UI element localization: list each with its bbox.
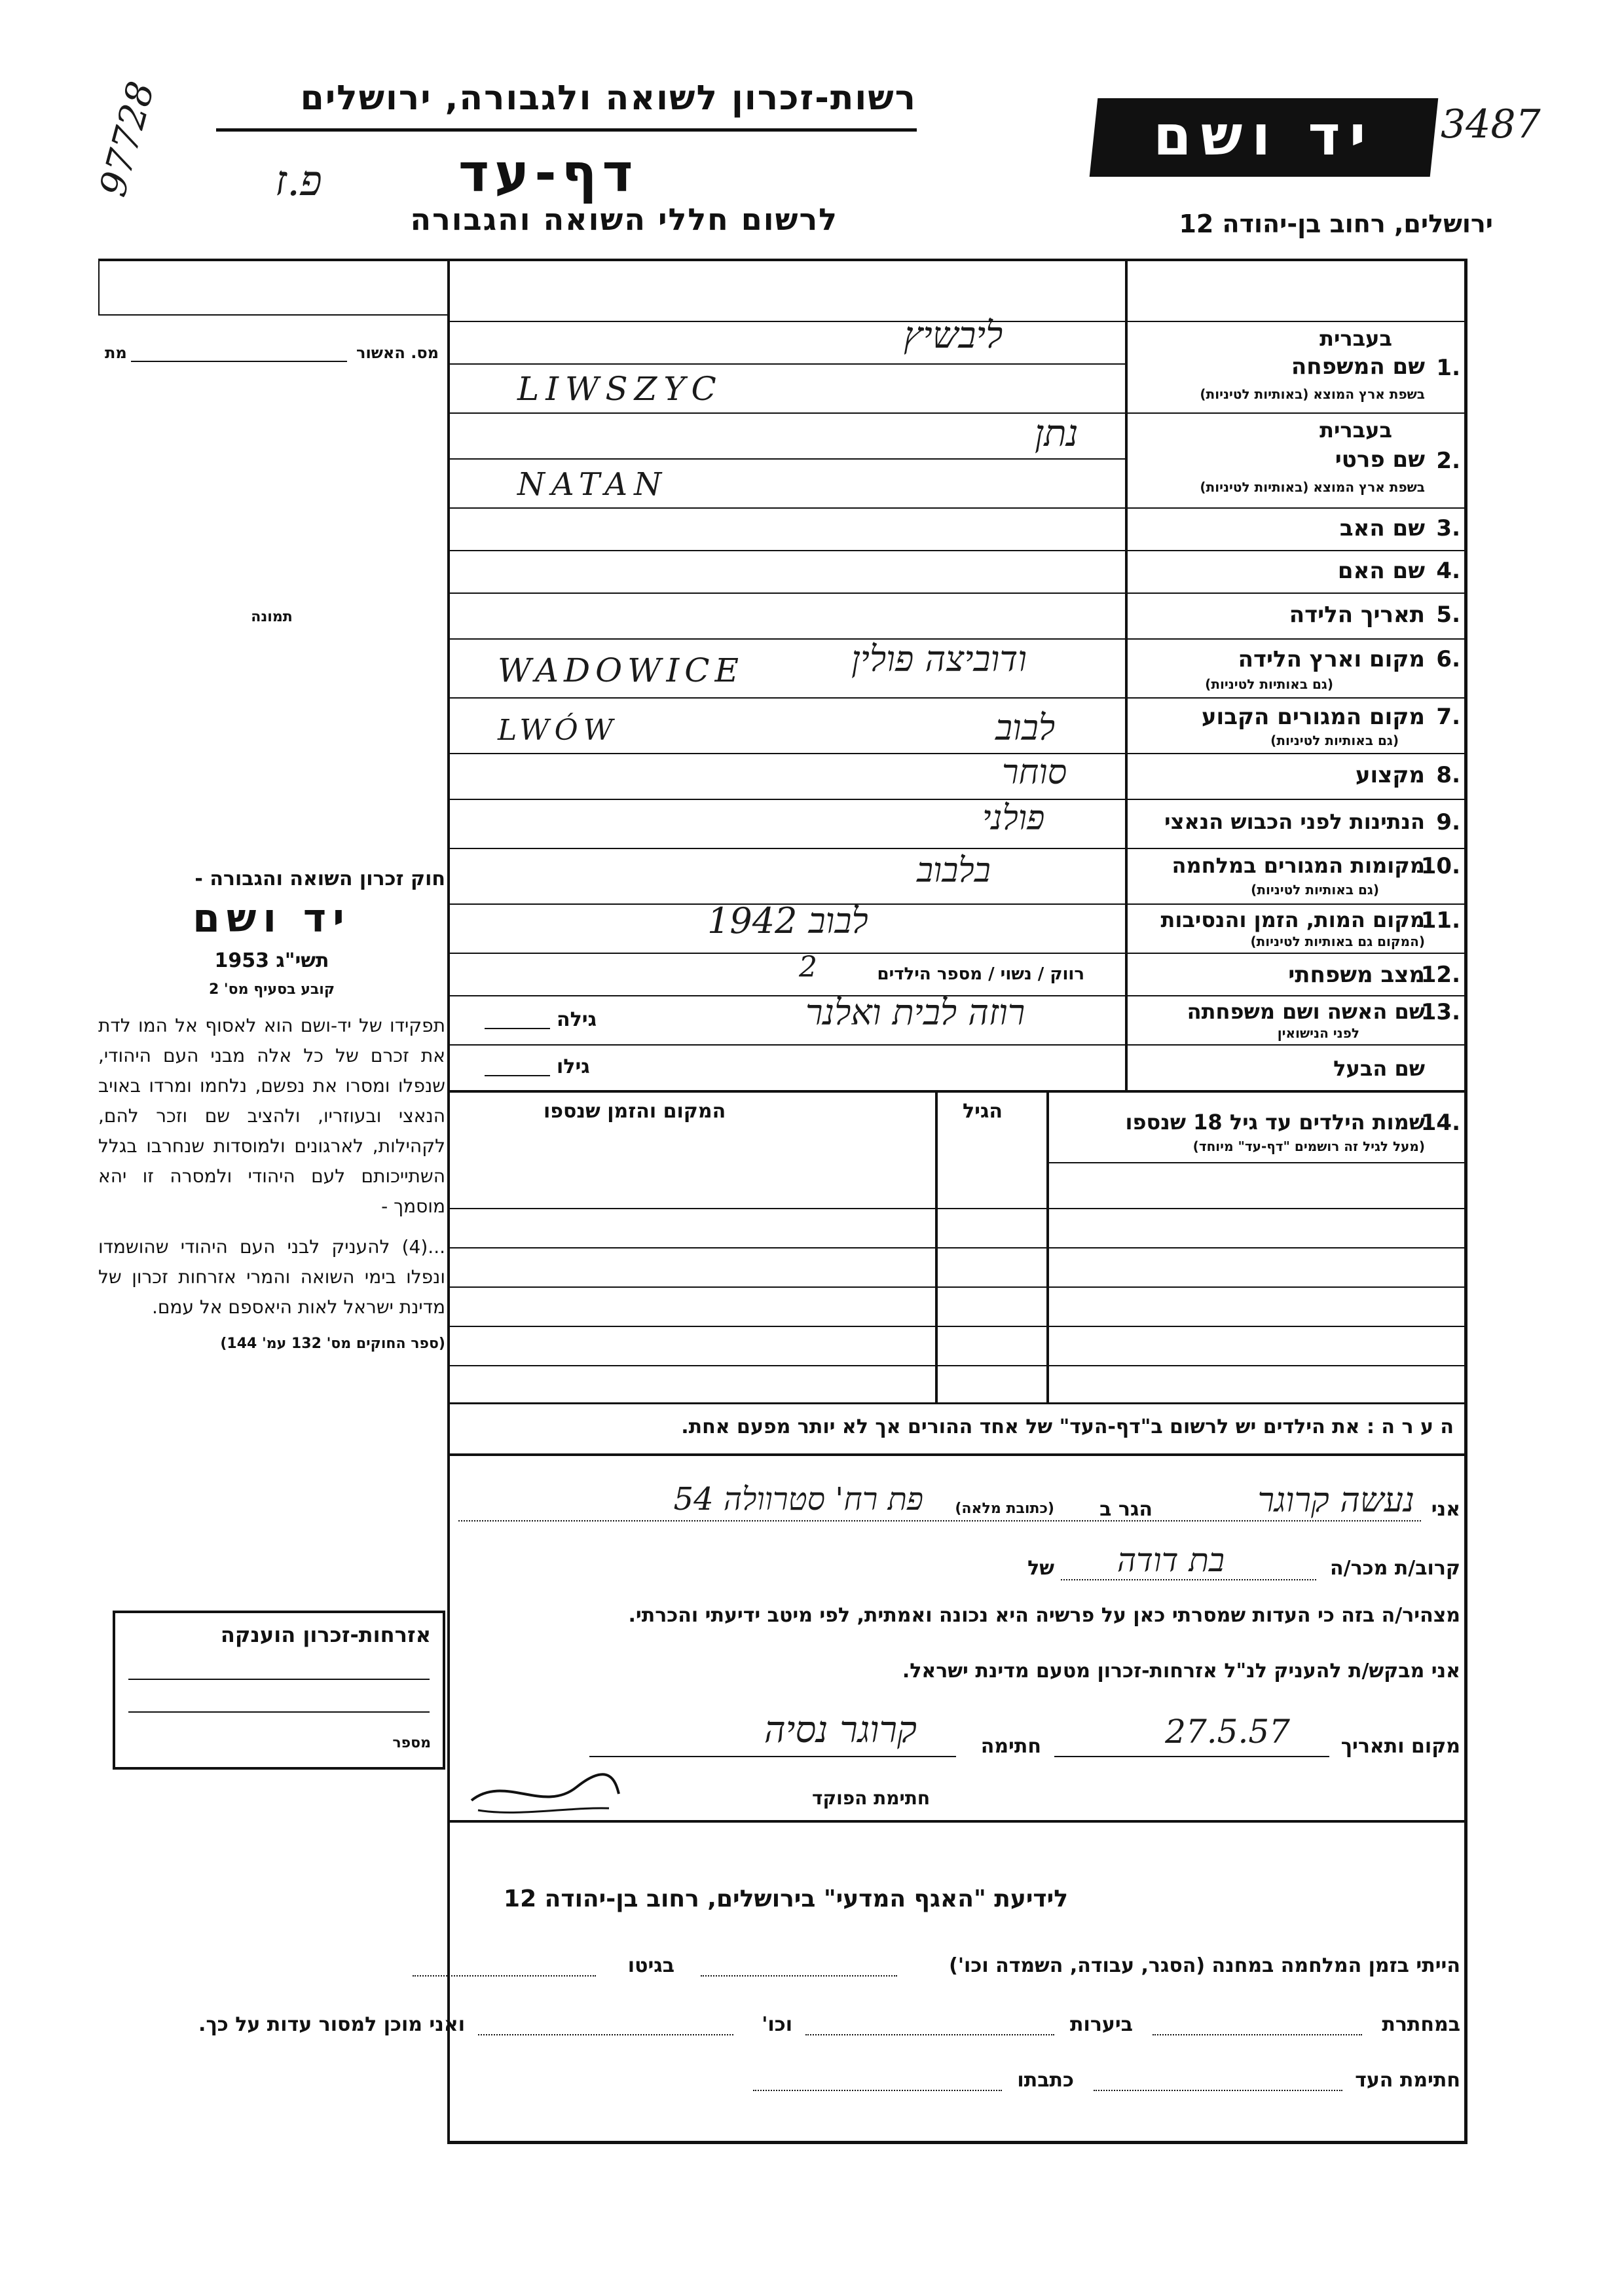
witness-signature-label: חתימת העד [1355, 2069, 1460, 2092]
lang-hebrew-label: בעברית [1320, 418, 1392, 443]
field-wartime-residence[interactable] [1128, 848, 1464, 903]
wife-name-sublabel: לפני הנישואין [1277, 1025, 1359, 1041]
husband-age-label: גילו [557, 1055, 590, 1078]
wartime-residence-label: מקומות המגורים במלחמה [1172, 853, 1425, 878]
field-number: 8. [1436, 762, 1460, 788]
vertical-number: 97728 [92, 77, 163, 201]
field-nationality[interactable] [1128, 799, 1464, 848]
field-occupation[interactable] [1128, 753, 1464, 799]
nationality-label: הנתינות לפני הכבוש הנאצי [1164, 809, 1425, 834]
field-birth-date[interactable] [1128, 592, 1464, 638]
husband-name-label: שם הבעל [1333, 1056, 1425, 1081]
field-mother-name[interactable] [1128, 550, 1464, 592]
first-name-hebrew-value: נתן [1035, 412, 1079, 455]
field-number: 2. [1436, 448, 1460, 474]
residence-label: מקום המגורים הקבוע [1201, 704, 1425, 730]
footer-title: לידיעת "האגף המדעי" בירושלים, רחוב בן-יהודה 12 [504, 1886, 1068, 1912]
birth-place-label: מקום וארץ הלידה [1238, 646, 1425, 672]
wife-name-label: שם האשה ושם משפחתה [1187, 999, 1425, 1024]
field-number: 5. [1436, 602, 1460, 628]
declaration-statement: מצהיר/ה בזה כי העדות שמסרתי כאן על פרשיה היא נכונה ואמתית, לפי מיטב ידיעתי והכרתי. [628, 1604, 1460, 1627]
field-wife-name[interactable] [1128, 995, 1464, 1044]
field-number: 14. [1420, 1110, 1460, 1136]
place-date-value: 27.5.57 [1165, 1713, 1290, 1751]
first-name-label: שם פרטי [1335, 446, 1425, 473]
field-husband-name[interactable] [1128, 1044, 1464, 1090]
marital-status-options: רווק / נשוי / מספר הילדים [877, 964, 1084, 984]
hand-code: פ.ז [275, 157, 322, 206]
relation-value: בת דודה [1116, 1541, 1225, 1579]
shel-label: של [1027, 1557, 1054, 1580]
relation-label: קרוב/ת מכר/ה [1330, 1557, 1460, 1580]
field-number: 1. [1436, 355, 1460, 381]
field-number: 6. [1436, 646, 1460, 672]
field-number: 11. [1420, 907, 1460, 934]
camp-label: הייתי בזמן המלחמה במחנה (הסגר, עבודה, השמדה וכו') [949, 1954, 1460, 1977]
occupation-label: מקצוע [1355, 762, 1425, 788]
law-text: תפקידו של יד-ושם הוא לאסוף אל המו לדת את זכרם של כל אלה מבני העם היהודי, שנפלו ומסרו את נפשם, נלחמו ומרדו באויב הנאצי ובעוזריו, ולהציב שם וזכר להם, לקהילות, לארגונים ולמוסדות שנחרבו בגלל השתייכותם לעם היהודי ולמסרה זו יהא מוסמך - [98, 1015, 445, 1217]
citizenship-box [113, 1611, 445, 1770]
marital-status-label: מצב משפחתי [1288, 962, 1425, 988]
law-section [98, 867, 445, 1352]
father-name-label: שם האב [1339, 515, 1425, 541]
citizenship-title: אזרחות-זכרון הוענקה [220, 1622, 431, 1647]
declaration-line-2 [458, 1541, 1460, 1584]
field-number: 7. [1436, 704, 1460, 730]
declaration-request: אני מבקש/ת להעניק לנ"ל אזרחות-זכרון מטעם מדינת ישראל. [902, 1660, 1460, 1683]
death-place-sublabel: (המקום גם באותיות לטיניות) [1250, 934, 1425, 949]
footer-line-2 [105, 2007, 1460, 2046]
birth-place-sublabel: (גם באותיות לטיניות) [1205, 676, 1333, 692]
resident-label: הגר ב [1099, 1498, 1153, 1521]
residence-sublabel: (גם באותיות לטיניות) [1270, 733, 1399, 748]
residence-hebrew-value: לבוב [995, 707, 1056, 748]
law-year: תשי"ג 1953 [214, 949, 329, 972]
law-text-2: ...(4) להעניק לבני העם היהודי שהושמדו ונפלו בימי השואה והמרי אזרחות זכרון של מדינת ישראל לאות היאספם אל עמם. [98, 1236, 445, 1318]
yad-vashem-logo [1090, 98, 1439, 177]
form-subtitle: לרשום חללי השואה והגבורה [410, 202, 838, 237]
residence-latin-value: LWÓW [498, 714, 618, 747]
field-number: 9. [1436, 809, 1460, 835]
children-sublabel: (מעל לגיל זה רושמים "דף-עד" מיוחד) [1192, 1139, 1425, 1154]
wife-name-value: רוזה לבית ואלנר [805, 992, 1025, 1033]
photo-area [118, 393, 426, 759]
children-place-header: המקום והזמן שנספו [544, 1100, 726, 1123]
field-number: 13. [1420, 999, 1460, 1025]
wife-age-label: גילה [557, 1008, 597, 1031]
officer-signature-mark [465, 1761, 622, 1820]
birth-date-label: תאריך הלידה [1289, 602, 1425, 628]
law-name: יד ושם [193, 896, 351, 941]
form-title: דף-עד [458, 143, 638, 204]
law-ref: (ספר החוקים מס' 132 עמ' 144) [220, 1336, 445, 1352]
family-name-hebrew-value: ליבשיץ [904, 314, 1003, 357]
signature-value: קרוגר נסיה [764, 1709, 917, 1751]
corner-number: 3487 [1441, 101, 1541, 147]
mother-name-label: שם האם [1337, 558, 1425, 584]
citizenship-number-label: מספר [392, 1735, 431, 1751]
ani-label: אני [1431, 1498, 1460, 1521]
field-death-place[interactable] [1128, 903, 1464, 953]
witness-address-label: כתבתו [1017, 2069, 1074, 2092]
archive-label: מס. האשור [356, 344, 439, 362]
place-date-label: מקום ותאריך [1340, 1735, 1460, 1758]
law-title: חוק זכרון השואה והגבורה - [194, 867, 445, 890]
death-place-label: מקום המות, הזמן והנסיבות [1160, 907, 1425, 932]
logo-text: יד ושם [1153, 103, 1375, 168]
field-family-name[interactable] [1128, 321, 1464, 412]
occupation-value: סוחר [1002, 753, 1067, 792]
family-name-latin-value: LIWSZYC [517, 370, 723, 408]
field-first-name[interactable] [1128, 412, 1464, 507]
archive-number-field[interactable] [105, 344, 439, 370]
family-name-label: שם המשפחה [1291, 354, 1425, 380]
address: ירושלים, רחוב בן-יהודה 12 [1179, 210, 1493, 238]
field-father-name[interactable] [1128, 507, 1464, 550]
declarant-address-value: פת רח' סטרוולה 54 [673, 1481, 923, 1518]
wartime-residence-sublabel: (גם באותיות לטיניות) [1251, 882, 1379, 898]
field-residence[interactable] [1128, 697, 1464, 753]
wartime-residence-value: בלבוב [917, 851, 991, 890]
lang-hebrew-label: בעברית [1320, 326, 1392, 351]
note: ה ע ר ה : את הילדים יש לרשום ב"דף-העד" של אחד ההורים אך לא יותר מפעם אחת. [681, 1415, 1454, 1438]
etc-label: וכו' [762, 2013, 792, 2036]
children-header [1049, 1093, 1464, 1165]
field-number: 4. [1436, 558, 1460, 584]
field-number: 3. [1436, 515, 1460, 541]
first-name-latin-value: NATAN [517, 466, 669, 503]
declarant-name-value: נעשה קרוגר [1257, 1481, 1414, 1520]
first-name-sublabel: בשפת ארץ המוצא (באותיות לטיניות) [1200, 479, 1425, 495]
underground-label: במחתרת [1382, 2013, 1460, 2036]
nationality-value: פולני [982, 799, 1045, 838]
birth-place-hebrew-value: ודוביצה פולין [851, 638, 1027, 680]
law-clause: קובע בסעיף מס' 2 [208, 981, 335, 998]
field-number: 12. [1420, 962, 1460, 988]
ready-label: ואני מוכן למסור עדות על כך. [198, 2013, 465, 2036]
field-number: 10. [1420, 853, 1460, 879]
org-line: רשות-זכרון לשואה ולגבורה, ירושלים [300, 79, 917, 118]
birth-place-latin-value: WADOWICE [498, 651, 744, 689]
children-age-header: הגיל [963, 1100, 1003, 1123]
signature-label: חתימה [980, 1735, 1041, 1758]
forests-label: ביערות [1070, 2013, 1133, 2036]
children-count-value: 2 [799, 951, 817, 984]
ghetto-label: בגיטו [627, 1954, 674, 1977]
footer-line-1 [105, 1948, 1460, 1987]
officer-signature-label: חתימת הפוקד [812, 1787, 931, 1809]
death-place-value: לבוב 1942 [707, 900, 868, 941]
declaration-signature-row [458, 1709, 1460, 1761]
footer-line-3 [105, 2062, 1460, 2102]
declaration-line-1 [458, 1481, 1460, 1525]
address-label: (כתובת מלאה) [955, 1501, 1054, 1517]
archive-suffix: מת [105, 344, 127, 362]
photo-label: תמונה [251, 609, 293, 625]
field-marital-status[interactable] [753, 953, 1464, 995]
family-name-sublabel: בשפת ארץ המוצא (באותיות לטיניות) [1200, 386, 1425, 402]
children-label: שמות הילדים עד גיל 18 שנספו [1125, 1110, 1425, 1135]
field-birth-place[interactable] [1128, 638, 1464, 697]
